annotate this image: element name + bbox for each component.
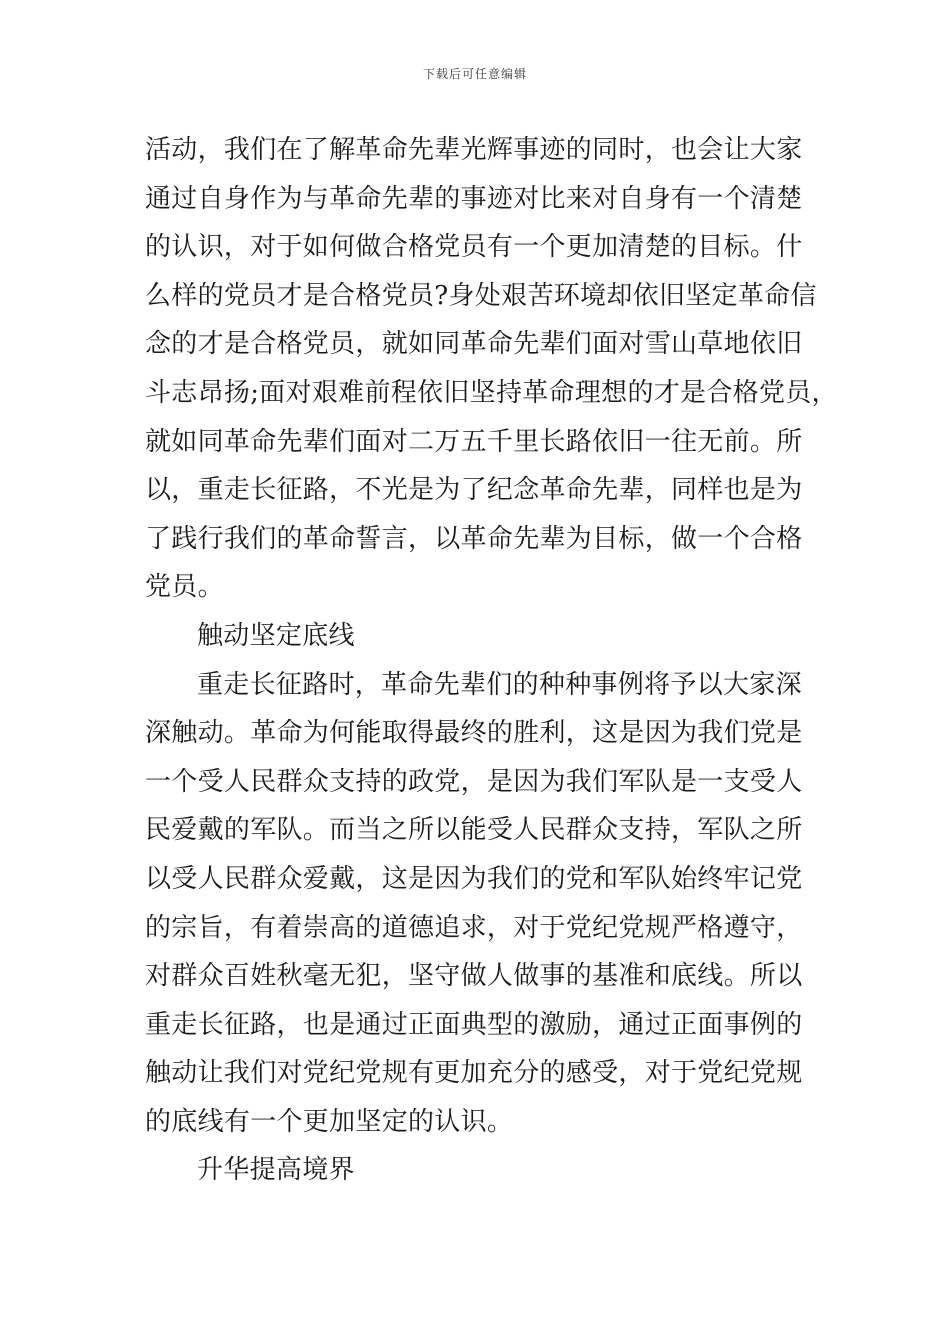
text-line: 重走长征路，也是通过正面典型的激励，通过正面事例的 (145, 1009, 803, 1040)
text-line: 就如同革命先辈们面对二万五千里长路依旧一往无前。所 (145, 426, 803, 457)
text-line: 斗志昂扬;面对艰难前程依旧坚持革命理想的才是合格党员， (145, 377, 838, 408)
section-heading: 触动坚定底线 (197, 620, 355, 651)
text-line: 念的才是合格党员，就如同革命先辈们面对雪山草地依旧 (145, 329, 803, 360)
paragraph-first-line: 重走长征路时，革命先辈们的种种事例将予以大家深 (197, 669, 802, 700)
text-line: 么样的党员才是合格党员?身处艰苦环境却依旧坚定革命信 (145, 280, 817, 311)
text-line: 活动，我们在了解革命先辈光辉事迹的同时，也会让大家 (145, 135, 803, 165)
text-line: 的认识，对于如何做合格党员有一个更加清楚的目标。什 (145, 232, 803, 263)
text-line: 一个受人民群众支持的政党，是因为我们军队是一支受人 (145, 766, 803, 797)
section-heading: 升华提高境界 (197, 1155, 355, 1186)
text-line: 通过自身作为与革命先辈的事迹对比来对自身有一个清楚 (145, 183, 803, 214)
text-line: 以受人民群众爱戴，这是因为我们的党和军队始终牢记党 (145, 863, 803, 894)
text-line: 的底线有一个更加坚定的认识。 (145, 1106, 514, 1137)
text-line: 了践行我们的革命誓言，以革命先辈为目标，做一个合格 (145, 523, 803, 554)
text-line: 党员。 (145, 572, 224, 603)
text-line: 的宗旨，有着崇高的道德追求，对于党纪党规严格遵守， (145, 912, 803, 943)
text-line: 触动让我们对党纪党规有更加充分的感受，对于党纪党规 (145, 1058, 803, 1089)
text-line: 深触动。革命为何能取得最终的胜利，这是因为我们党是 (145, 718, 803, 749)
text-line: 民爱戴的军队。而当之所以能受人民群众支持，军队之所 (145, 815, 803, 846)
header-note: 下载后可任意编辑 (422, 67, 527, 81)
text-line: 以，重走长征路，不光是为了纪念革命先辈，同样也是为 (145, 475, 803, 506)
document-body (145, 126, 838, 1195)
text-line: 对群众百姓秋毫无犯，坚守做人做事的基准和底线。所以 (145, 961, 803, 992)
